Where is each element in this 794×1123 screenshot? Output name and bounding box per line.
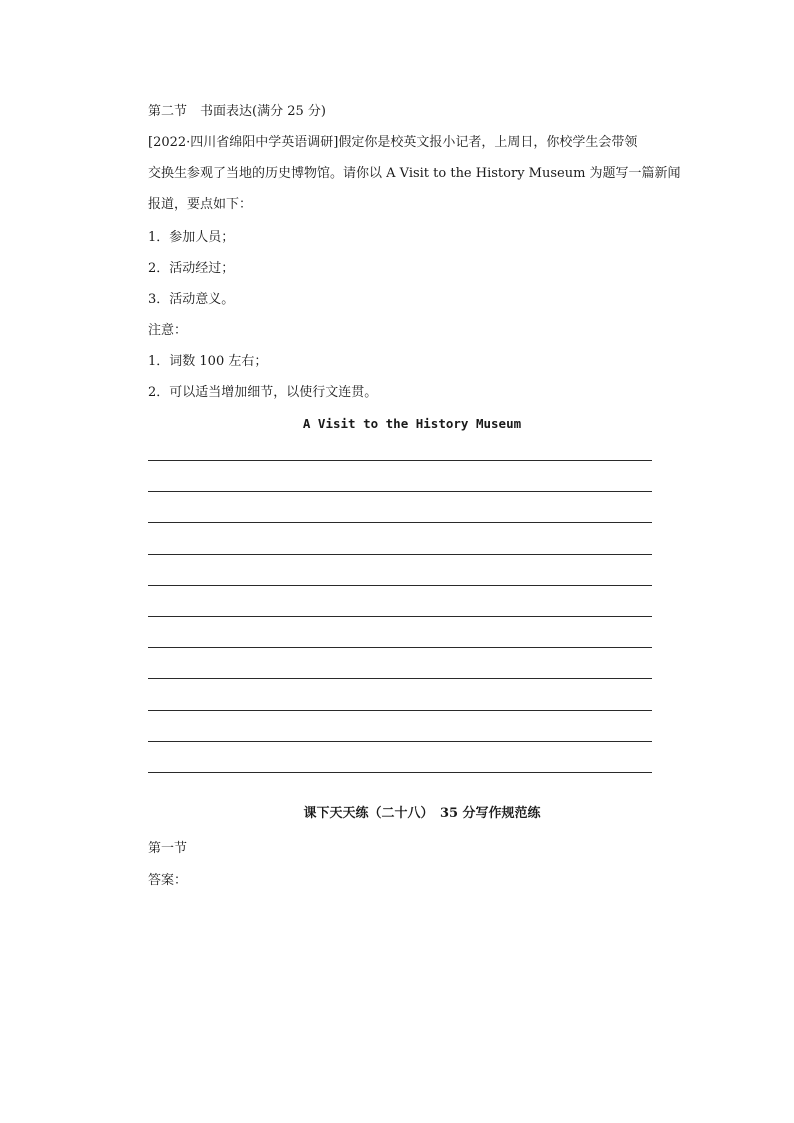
- answer-label: 答案：: [148, 873, 188, 888]
- note-2: 2．可以适当增加细节，以使行文连贯。: [148, 385, 378, 400]
- prompt-line-1: [2022·四川省绵阳中学英语调研]假定你是校英文报小记者，上周日，你校学生会带领: [148, 135, 638, 150]
- writing-rule: [148, 617, 652, 648]
- writing-rule: [148, 742, 652, 773]
- writing-rule: [148, 648, 652, 679]
- point-3: 3．活动意义。: [148, 292, 235, 307]
- writing-rule: [148, 586, 652, 617]
- prompt-line-3: 报道，要点如下：: [148, 197, 253, 212]
- prompt-line-2: 交换生参观了当地的历史博物馆。请你以 A Visit to the History Museum 为题写一篇新闻: [148, 166, 681, 181]
- writing-rule: [148, 523, 652, 554]
- writing-rule: [148, 492, 652, 523]
- section-heading: 第二节 书面表达(满分 25 分): [148, 104, 326, 119]
- notes-label: 注意：: [148, 323, 188, 338]
- writing-rule: [148, 711, 652, 742]
- point-1: 1．参加人员；: [148, 230, 235, 245]
- writing-area: [148, 460, 652, 773]
- note-1: 1．词数 100 左右；: [148, 354, 268, 369]
- practice-title: 课下天天练（二十八） 35 分写作规范练: [303, 806, 541, 821]
- writing-rule: [148, 555, 652, 586]
- point-2: 2．活动经过；: [148, 261, 235, 276]
- writing-rule: [148, 461, 652, 492]
- part-label: 第一节: [148, 841, 188, 856]
- writing-rule: [148, 679, 652, 710]
- essay-title: A Visit to the History Museum: [302, 416, 522, 431]
